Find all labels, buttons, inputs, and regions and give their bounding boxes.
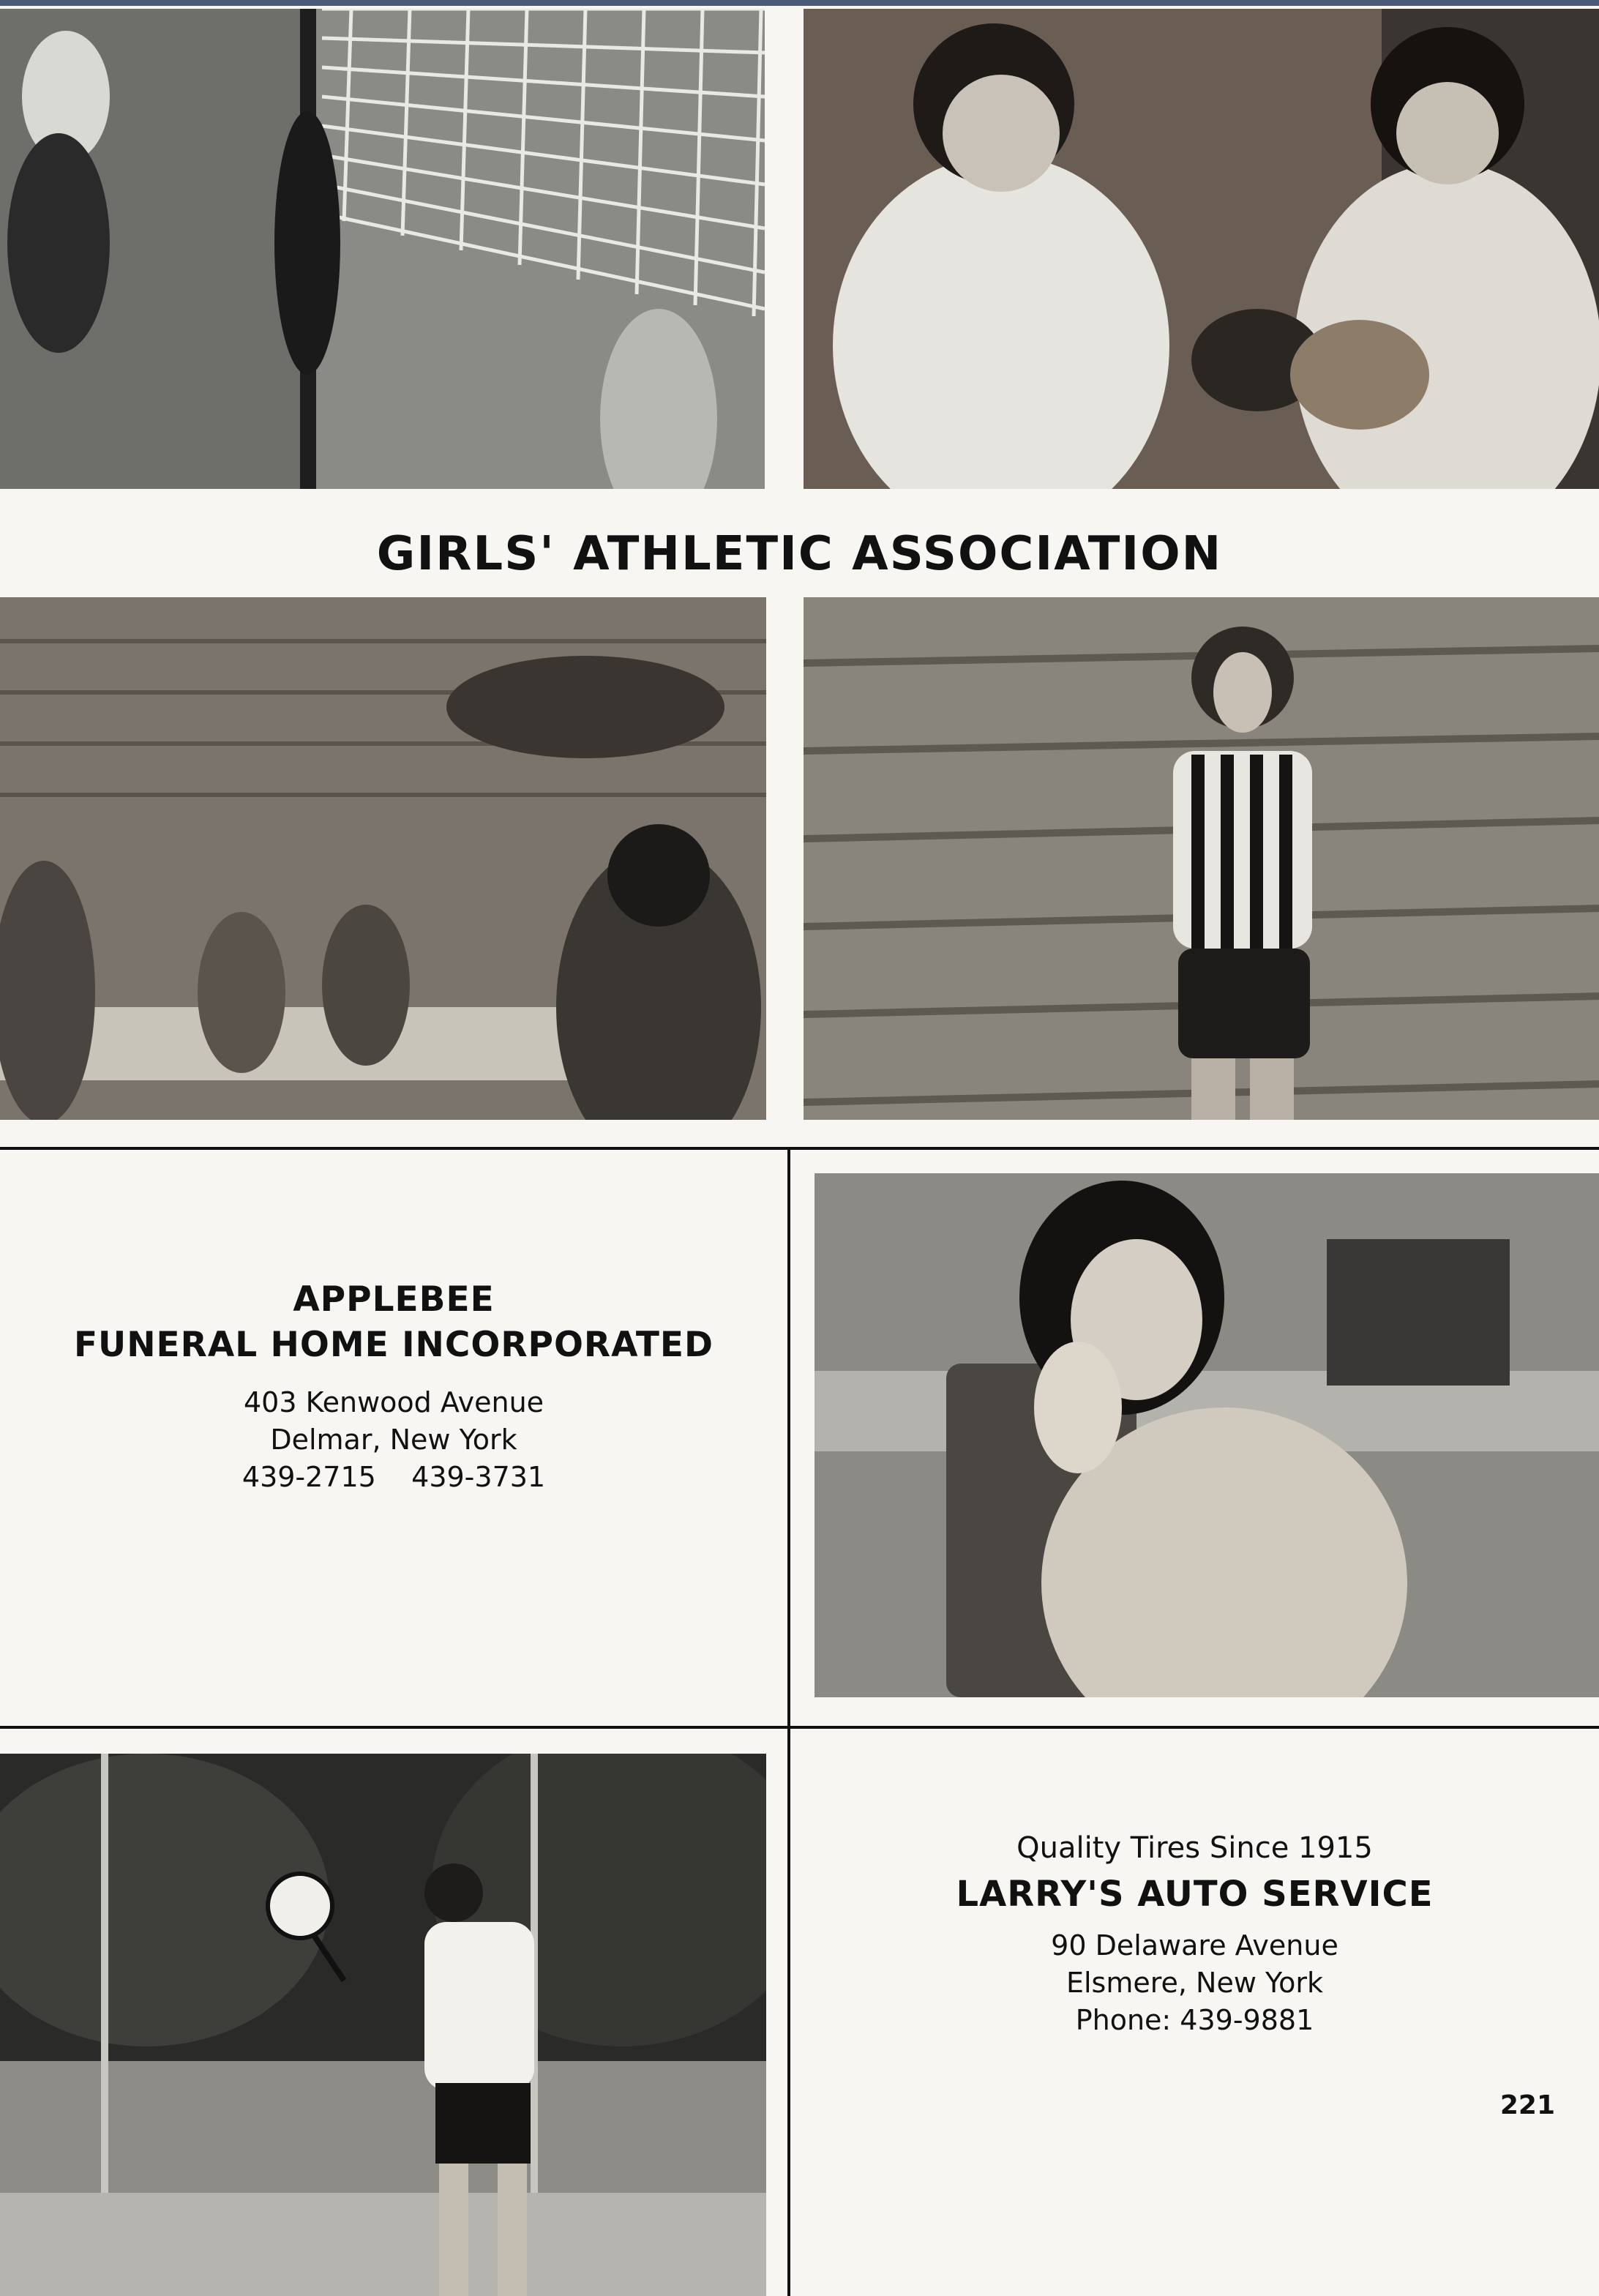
ad-larrys-address-2: Elsmere, New York [1066,1967,1324,1999]
ad-applebee-address-2: Delmar, New York [270,1424,517,1456]
top-edge-bar [0,0,1599,6]
ad-applebee-name-2: FUNERAL HOME INCORPORATED [73,1325,714,1365]
ad-applebee-name-1: APPLEBEE [293,1279,495,1320]
photo-whistle [804,597,1599,1120]
photo-tennis [0,1754,766,2296]
ad-applebee-address-1: 403 Kenwood Avenue [243,1386,544,1418]
ad-larrys [790,1828,1599,2039]
ad-larrys-phone: Phone: 439-9881 [1075,2004,1314,2036]
photo-catcher-gear [804,9,1599,489]
photo-trampoline [0,597,766,1120]
ad-applebee-phones: 439-2715 439-3731 [241,1461,546,1493]
ad-larrys-name: LARRY'S AUTO SERVICE [956,1874,1434,1915]
ad-larrys-tagline: Quality Tires Since 1915 [1016,1831,1373,1865]
divider-vertical [787,1147,790,2296]
ad-applebee [0,1277,787,1496]
ad-larrys-address-1: 90 Delaware Avenue [1051,1929,1338,1962]
page-number: 221 [1499,2090,1555,2120]
divider-horizontal-lower [0,1726,1599,1729]
photo-portrait-chair [815,1173,1599,1697]
divider-horizontal-upper [0,1147,1599,1150]
page-heading: GIRLS' ATHLETIC ASSOCIATION [376,527,1223,581]
photo-volleyball [0,9,765,489]
